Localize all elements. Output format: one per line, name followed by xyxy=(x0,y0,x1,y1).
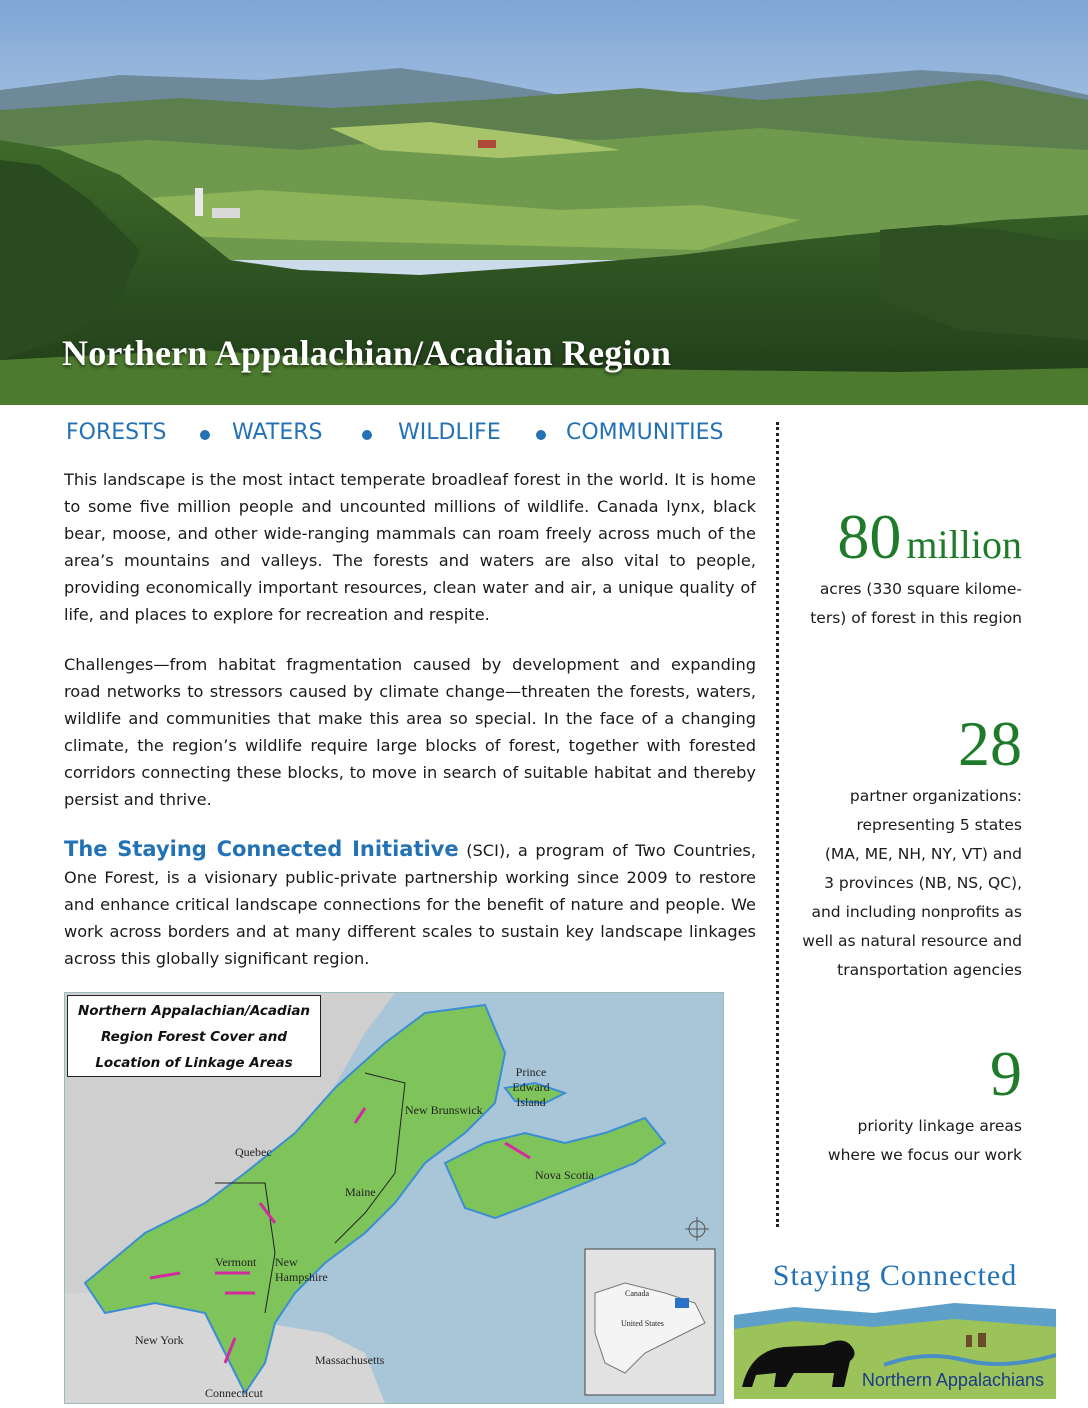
challenges-paragraph: Challenges—from habitat fragmentation caused by development and expanding road networks to stressors caused by climate change—threaten the forests, waters, wildlife and communities that make this area so special. In the face of a changing climate, the region’s wildlife require large blocks of forest, together with forested corridors connecting these blocks, to move in search of suitable habitat and thereby persist and thrive. xyxy=(64,655,756,809)
stat-line: and including nonprofits as xyxy=(811,903,1022,921)
bullet-divider xyxy=(362,430,372,440)
stat-number: 28 xyxy=(958,708,1022,779)
map-caption-line: Region Forest Cover and xyxy=(100,1029,288,1045)
stat-line: priority linkage areas xyxy=(857,1117,1022,1135)
map-label-new-hampshire: New Hampshire xyxy=(275,1255,328,1284)
map-label-pei: Prince Edward Island xyxy=(512,1065,550,1109)
stat-partners xyxy=(802,708,1022,985)
sci-paragraph xyxy=(64,836,756,972)
stat-line: transportation agencies xyxy=(837,961,1022,979)
stat-linkage-areas xyxy=(827,1038,1022,1170)
column-divider xyxy=(776,422,779,1227)
logo-subtitle: Northern Appalachians xyxy=(861,1370,1044,1390)
theme-waters: WATERS xyxy=(232,420,323,445)
theme-banner xyxy=(66,420,766,454)
stat-line: partner organizations: xyxy=(849,787,1022,805)
theme-wildlife: WILDLIFE xyxy=(398,420,501,445)
stat-line: acres (330 square kilome- xyxy=(819,580,1022,598)
stat-number: 80 xyxy=(837,501,902,572)
sci-title: The Staying Connected Initiative xyxy=(64,837,459,861)
stat-line: representing 5 states xyxy=(856,816,1022,834)
staying-connected-logo xyxy=(734,1255,1056,1399)
map-label-connecticut: Connecticut xyxy=(205,1386,263,1400)
stat-line: ters) of forest in this region xyxy=(810,609,1022,627)
map-label-new-brunswick: New Brunswick xyxy=(405,1103,483,1117)
intro-paragraph: This landscape is the most intact temperate broadleaf forest in the world. It is home to some five million people and uncounted millions of wildlife. Canada lynx, black bear, moose, and other wide-ranging mammals can roam freely across much of the area’s mountains and valleys. The forests and waters are also vital to people, providing economically important resources, clean water and air, a unique quality of life, and places to explore for recreation and respite. xyxy=(64,470,756,624)
page-title: Northern Appalachian/Acadian Region xyxy=(62,333,672,373)
map-caption-line: Location of Linkage Areas xyxy=(95,1055,293,1071)
stat-line: well as natural resource and xyxy=(802,932,1022,950)
bullet-divider xyxy=(200,430,210,440)
map-label-new-york: New York xyxy=(135,1333,184,1347)
map-caption-line: Northern Appalachian/Acadian xyxy=(77,1003,311,1019)
map-inset-label-us: United States xyxy=(621,1319,664,1328)
hero-banner xyxy=(0,0,1088,405)
logo-title: Staying Connected xyxy=(772,1259,1018,1292)
theme-forests: FORESTS xyxy=(66,420,167,445)
map-label-vermont: Vermont xyxy=(215,1255,257,1269)
map-label-nova-scotia: Nova Scotia xyxy=(535,1168,594,1182)
map-label-quebec: Quebec xyxy=(235,1145,272,1159)
theme-communities: COMMUNITIES xyxy=(566,420,724,445)
stat-line: where we focus our work xyxy=(827,1146,1022,1164)
stat-unit: million xyxy=(906,522,1022,567)
stat-line: 3 provinces (NB, NS, QC), xyxy=(824,874,1022,892)
map-label-maine: Maine xyxy=(345,1185,376,1199)
stat-line: (MA, ME, NH, NY, VT) and xyxy=(824,845,1022,863)
stat-number: 9 xyxy=(990,1038,1022,1109)
map-label-massachusetts: Massachusetts xyxy=(315,1353,385,1367)
map-caption xyxy=(67,995,321,1077)
stat-forest-acres xyxy=(810,501,1022,633)
sci-body: (SCI), a program of Two Countries, One Forest, is a visionary public-private partnership working since 2009 to restore and enhance critical landscape connections for the benefit of nature and people. We work across borders and at many different scales to sustain key landscape linkages across this globally significant region. xyxy=(64,841,757,968)
bullet-divider xyxy=(536,430,546,440)
region-map xyxy=(64,992,724,1404)
map-inset-label-canada: Canada xyxy=(625,1289,649,1298)
